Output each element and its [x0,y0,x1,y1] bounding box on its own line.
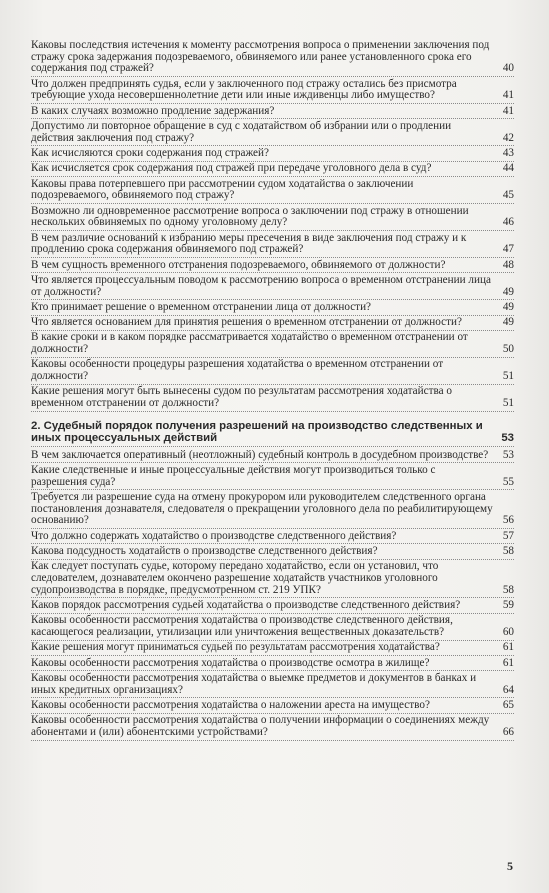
toc-entry: Какие решения могут быть вынесены судом по результатам рассмотрения ходатайства о временном отстранении от должности? 51 [31,386,514,411]
toc-entry: Как исчисляются сроки содержания под стражей? 43 [31,148,514,162]
toc-entry: В каких случаях возможно продление задержания? 41 [31,106,514,120]
toc-entry: Каковы особенности рассмотрения ходатайства о наложении ареста на имущество? 65 [31,700,514,714]
toc-page-number: 41 [502,89,514,102]
toc-entry: Кто принимает решение о временном отстранении лица от должности? 49 [31,302,514,316]
toc-page-number: 51 [502,397,514,410]
toc-entry: В чем различие оснований к избранию меры пресечения в виде заключения под стражу и к продлению срока содержания обвиняемого под стражей? 47 [31,233,514,258]
toc-entry: Каковы особенности процедуры разрешения ходатайства о временном отстранении от должности? 51 [31,359,514,384]
toc-entry: В какие сроки и в каком порядке рассматривается ходатайство о временном отстранении от должности? 50 [31,332,514,357]
toc-page-number: 64 [502,683,514,696]
toc-entry: Каковы особенности рассмотрения ходатайства о производстве осмотра в жилище? 61 [31,658,514,672]
toc-page-number: 55 [502,475,514,488]
toc-page-number: 60 [502,626,514,638]
toc-page-number: 50 [502,343,514,356]
toc-entry: Как исчисляется срок содержания под стражей при передаче уголовного дела в суд? 44 [31,163,514,177]
toc-page-number: 45 [502,189,514,202]
toc-page-number: 47 [502,243,514,256]
toc-entry: Каковы права потерпевшего при рассмотрении судом ходатайства о заключении подозреваемого, обвиняемого под стражу? 45 [31,179,514,204]
toc-page-number: 51 [502,370,514,383]
toc-page-number: 48 [502,258,514,271]
toc-entry: Что является основанием для принятия решения о временном отстранении от должности? 49 [31,317,514,331]
toc-page-number: 57 [502,529,514,542]
toc-entry: Что является процессуальным поводом к рассмотрению вопроса о временном отстранении лица от должности? 49 [31,275,514,300]
toc-entry: Как следует поступать судье, которому передано ходатайство, если он установил, что следователем, дознавателем окончено разрешение ходатайств участников уголовного судопроизводства в порядке, предусмотренном ст. 219 УПК? 58 [31,561,514,598]
toc-entry: Какие следственные и иные процессуальные действия могут производиться только с разрешения суда? 55 [31,465,514,490]
toc-page-number: 61 [502,641,514,654]
toc-page-number: 53 [502,448,514,461]
toc-entry: Требуется ли разрешение суда на отмену прокурором или руководителем следственного органа постановления дознавателя, следователя о прекращении уголовного дела по реабилитирующему основанию? 56 [31,492,514,529]
toc-page-number: 65 [502,698,514,711]
toc-entry: Каковы особенности рассмотрения ходатайства о выемке предметов и документов в банках и иных кредитных организациях? 64 [31,673,514,698]
toc-entry: В чем заключается оперативный (неотложный) судебный контроль в досудебном производстве? 53 [31,450,514,464]
toc-entry: Каков порядок рассмотрения судьей ходатайства о производстве следственного действия? 59 [31,600,514,614]
toc-page-number: 53 [501,432,514,445]
toc-page-number: 49 [502,285,514,298]
toc-section-heading: 2. Судебный порядок получения разрешений на производство следственных и иных процессуальных действий 53 [31,420,514,447]
toc-entry: Каковы особенности рассмотрения ходатайства о производстве следственного действия, касающегося реализации, утилизации или уничтожения вещественных доказательств? 60 [31,615,514,640]
toc-page-number: 58 [502,583,514,596]
toc-page-number: 40 [502,62,514,75]
toc-page-number: 49 [502,300,514,313]
toc-page-number: 41 [502,104,514,117]
toc-page-number: 58 [502,545,514,557]
toc-page-number: 44 [502,162,514,175]
toc-entry: Каковы особенности рассмотрения ходатайства о получении информации о соединениях между абонентами и (или) абонентскими устройствами? 66 [31,715,514,740]
toc-page-number: 49 [502,316,514,329]
toc-entry: Каковы последствия истечения к моменту рассмотрения вопроса о применении заключения под стражу срока задержания подозреваемого, обвиняемого или ранее установленного срока его содержания под стражей? 40 [31,40,514,77]
table-of-contents [31,40,514,742]
toc-entry: Возможно ли одновременное рассмотрение вопроса о заключении под стражу в отношении нескольких обвиняемых по одному уголовному делу? 46 [31,206,514,231]
toc-page-number: 46 [502,216,514,229]
toc-page-number: 43 [502,147,514,159]
toc-page-number: 59 [502,599,514,611]
toc-entry: В чем сущность временного отстранения подозреваемого, обвиняемого от должности? 48 [31,260,514,274]
toc-entry: Какие решения могут приниматься судьей по результатам рассмотрения ходатайства? 61 [31,642,514,656]
toc-entry: Что должно содержать ходатайство о производстве следственного действия? 57 [31,531,514,545]
page-folio-number: 5 [507,859,513,873]
toc-page-number: 42 [502,131,514,144]
toc-page-number: 56 [502,514,514,527]
toc-page-number: 61 [502,656,514,669]
toc-page-number: 66 [502,725,514,738]
toc-entry: Какова подсудность ходатайств о производстве следственного действия? 58 [31,546,514,560]
toc-entry: Что должен предпринять судья, если у заключенного под стражу остались без присмотра требующие ухода несовершеннолетние дети или иные иждивенцы либо имущество? 41 [31,79,514,104]
toc-entry: Допустимо ли повторное обращение в суд с ходатайством об избрании или о продлении действия заключения под стражу? 42 [31,121,514,146]
